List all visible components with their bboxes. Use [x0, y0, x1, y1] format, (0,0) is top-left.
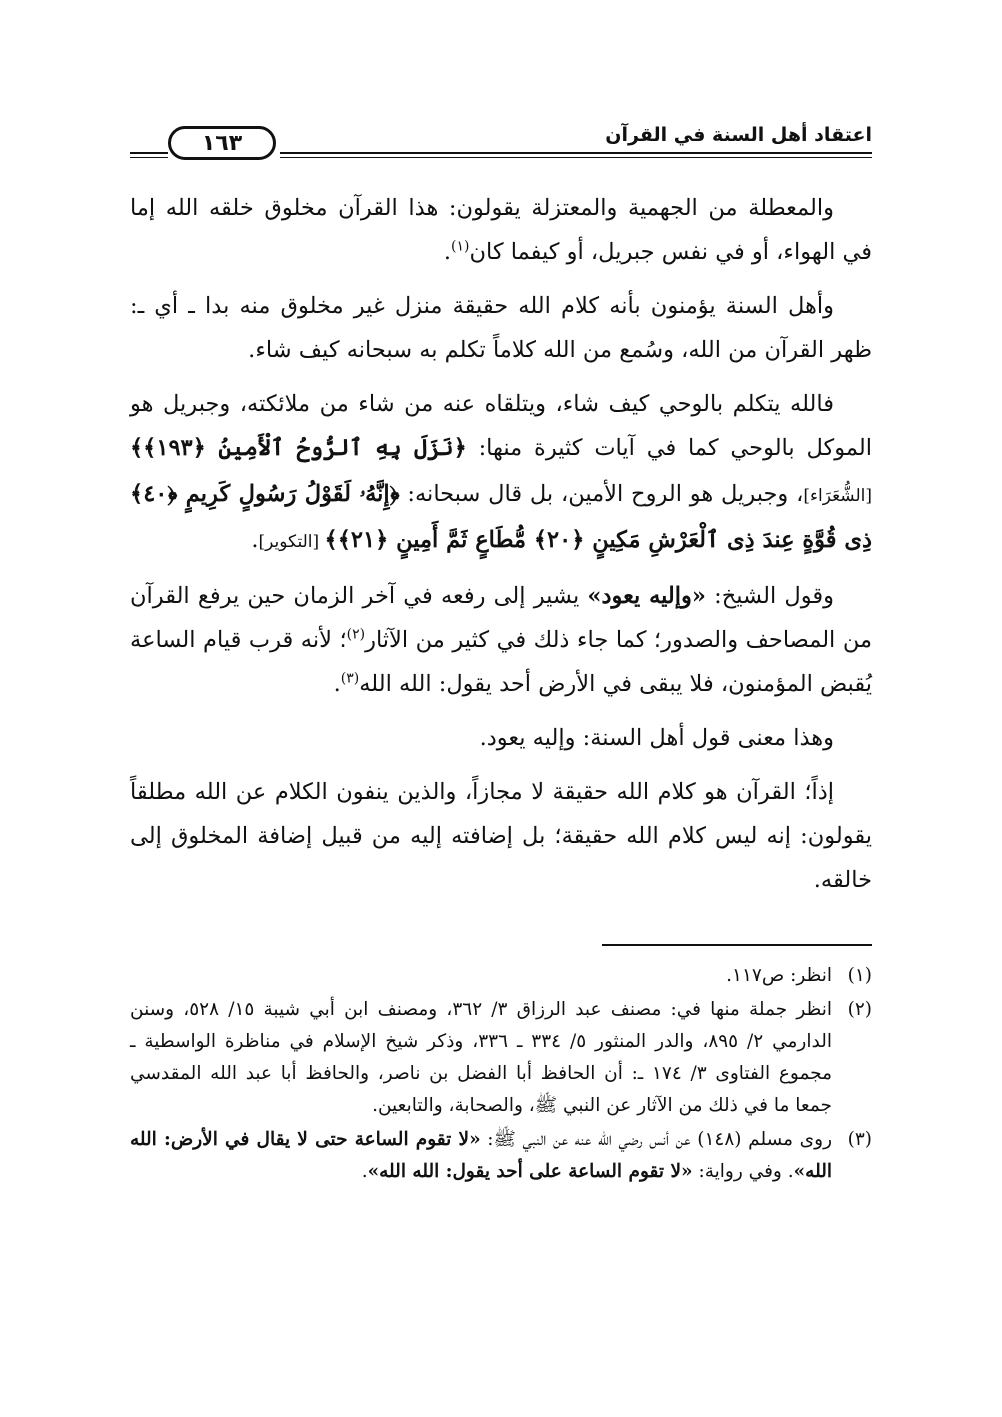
- paragraph: وأهل السنة يؤمنون بأنه كلام الله حقيقة منزل غير مخلوق منه بدا ـ أي ـ: ظهر القرآن من الله، وسُمع من الله كلاماً تكلم به سبحانه كيف شاء.: [130, 293, 872, 363]
- footnote-ref: (٢): [346, 626, 366, 643]
- footnote-text: انظر جملة منها في: مصنف عبد الرزاق ٣/ ٣٦٢، ومصنف ابن أبي شيبة ١٥/ ٥٢٨، وسنن الدارمي ٢/ ٨٩٥، والدر المنثور ٥/ ٣٣٤ ـ ٣٣٦، وذكر شيخ الإسلام في مناظرة الواسطية ـ مجموع الفتاوى ٣/ ١٧٤ ـ: أن الحافظ أبا الفضل بن ناصر، والحافظ أبا عبد الله المقدسي جمعا ما في ذلك من الآثار عن النبي ﷺ، والصحابة، والتابعين.: [130, 999, 832, 1116]
- surah-reference: [الشُّعَرَاء]: [803, 486, 872, 506]
- quran-verse: ﴿إِنَّهُۥ لَقَوْلُ رَسُولٍ كَرِيمٍ ﴿٤٠﴾ ذِى قُوَّةٍ عِندَ ذِى ٱلْعَرْشِ مَكِينٍ ﴿٢٠﴾ مُّطَاعٍ ثَمَّ أَمِينٍ ﴿٢١﴾﴾: [130, 481, 872, 553]
- book-page: [130, 110, 872, 1350]
- paragraph: فالله يتكلم بالوحي كيف شاء، ويتلقاه عنه من شاء من ملائكته، وجبريل هو الموكل بالوحي كما في آيات كثيرة منها: ﴿نَزَلَ بِهِ ٱلرُّوحُ ٱلْأَمِينُ ﴿١٩٣﴾﴾ [الشُّعَرَاء]، وجبريل هو الروح الأمين، بل قال سبحانه: ﴿إِنَّهُۥ لَقَوْلُ رَسُولٍ كَرِيمٍ ﴿٤٠﴾ ذِى قُوَّةٍ عِندَ ذِى ٱلْعَرْشِ مَكِينٍ ﴿٢٠﴾ مُّطَاعٍ ثَمَّ أَمِينٍ ﴿٢١﴾﴾ [التكوير].: [130, 391, 872, 553]
- main-text: [130, 186, 872, 902]
- hadith-quote: «لا تقوم الساعة على أحد يقول: الله الله»: [367, 1161, 693, 1182]
- quoted-phrase: «وإليه يعود»: [587, 583, 706, 609]
- footnote-ref: (٣): [340, 670, 360, 687]
- footnote-number: (٢): [847, 999, 872, 1020]
- page-number: ١٦٣: [168, 126, 276, 160]
- header-rule: [280, 152, 872, 158]
- footnote-ref: (١): [451, 238, 470, 255]
- footnote: [130, 960, 872, 992]
- hadith-quote: «لا تقوم الساعة حتى لا يقال في الأرض: الله الله»: [130, 1129, 832, 1182]
- page-header: [130, 110, 872, 168]
- footnote-divider: [602, 944, 872, 946]
- header-rule-short: [130, 152, 168, 158]
- footnote: [130, 994, 872, 1122]
- quran-verse: ﴿نَزَلَ بِهِ ٱلرُّوحُ ٱلْأَمِينُ ﴿١٩٣﴾﴾: [130, 435, 467, 461]
- footnote-number: (٣): [847, 1129, 872, 1150]
- paragraph: وهذا معنى قول أهل السنة: وإليه يعود.: [479, 725, 834, 751]
- surah-reference: [التكوير]: [258, 532, 325, 552]
- footnotes: [130, 960, 872, 1188]
- paragraph: وقول الشيخ: «وإليه يعود» يشير إلى رفعه في آخر الزمان حين يرفع القرآن من المصاحف والصدور؛ كما جاء ذلك في كثير من الآثار$^{(٢)}$؛ لأنه قرب قيام الساعة يُقبض المؤمنون، فلا يبقى في الأرض أحد يقول: الله الله$^{(٣)}$.: [130, 583, 873, 697]
- footnote-text: انظر: ص١١٧.: [726, 965, 832, 986]
- running-title: اعتقاد أهل السنة في القرآن: [605, 124, 872, 146]
- paragraph: والمعطلة من الجهمية والمعتزلة يقولون: هذا القرآن مخلوق خلقه الله إما في الهواء، أو في نفس جبريل، أو كيفما كان$^{(١)}$.: [130, 195, 872, 265]
- footnote-number: (١): [847, 965, 872, 986]
- footnote: [130, 1124, 872, 1188]
- paragraph: إذاً؛ القرآن هو كلام الله حقيقة لا مجازاً، والذين ينفون الكلام عن الله مطلقاً يقولون: إنه ليس كلام الله حقيقة؛ بل إضافته إليه من قبيل إضافة المخلوق إلى خالقه.: [130, 779, 872, 893]
- footnote-text: روى مسلم (١٤٨) عن أنس رضي الله عنه عن النبي ﷺ: «لا تقوم الساعة حتى لا يقال في الأرض: الله الله». وفي رواية: «لا تقوم الساعة على أحد يقول: الله الله».: [130, 1129, 833, 1182]
